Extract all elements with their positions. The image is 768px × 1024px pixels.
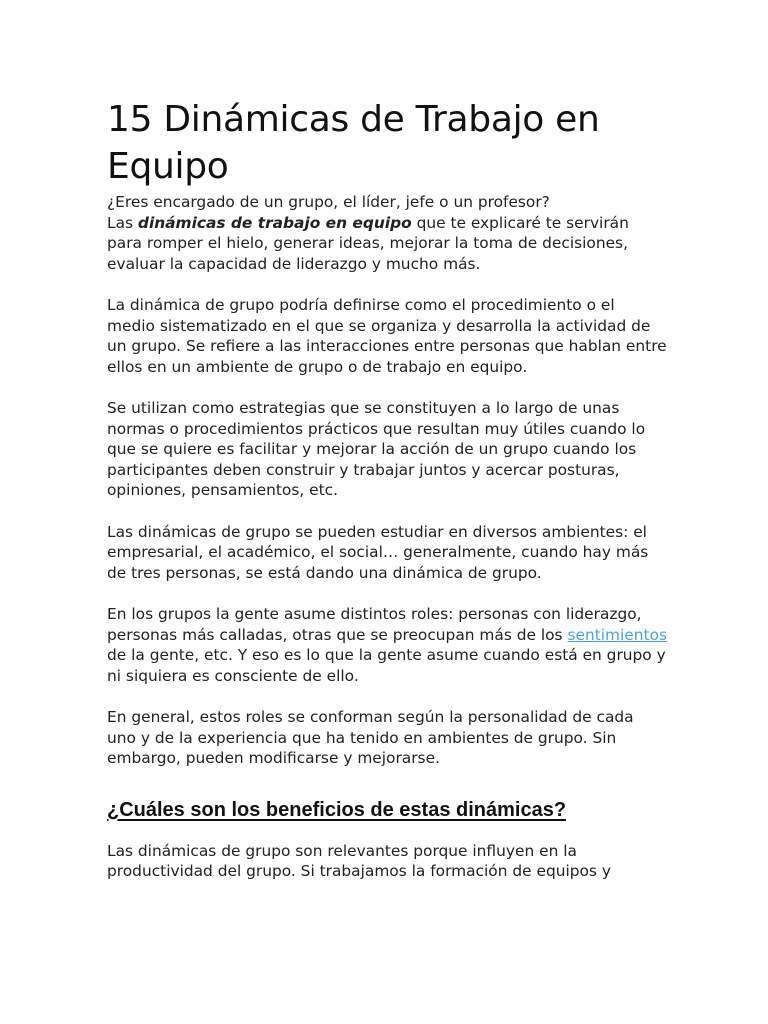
intro-text-end: que te explicaré te servirán para romper el hielo, generar ideas, mejorar la toma de decisiones, evaluar la capacidad de liderazgo y mucho más.	[107, 213, 629, 273]
paragraph-personality: En general, estos roles se conforman según la personalidad de cada uno y de la experiencia que ha tenido en ambientes de grupo. Sin embargo, pueden modificarse y mejorarse.	[107, 708, 634, 767]
intro-paragraph	[107, 213, 667, 275]
paragraph-roles	[107, 604, 667, 686]
intro-question: ¿Eres encargado de un grupo, el líder, jefe o un profesor?	[107, 193, 550, 211]
intro-emphasis: dinámicas de trabajo en equipo	[137, 213, 412, 232]
paragraph-environments: Las dinámicas de grupo se pueden estudiar en diversos ambientes: el empresarial, el académico, el social… generalmente, cuando hay más de tres personas, se está dando una dinámica de grupo.	[107, 522, 649, 582]
sentimientos-link[interactable]: sentimientos	[567, 625, 667, 644]
section-heading-benefits: ¿Cuáles son los beneficios de estas dinámicas?	[107, 798, 567, 821]
roles-text-end: de la gente, etc. Y eso es lo que la gente asume cuando está en grupo y ni siquiera es consciente de ello.	[107, 646, 666, 685]
page-title: 15 Dinámicas de Trabajo en Equipo	[107, 99, 600, 187]
paragraph-benefits: Las dinámicas de grupo son relevantes porque influyen en la productividad del grupo. Si trabajamos la formación de equipos y	[107, 841, 611, 880]
paragraph-strategies: Se utilizan como estrategias que se constituyen a lo largo de unas normas o procedimientos prácticos que resultan muy útiles cuando lo que se quiere es facilitar y mejorar la acción de un grupo cuando los participantes deben construir y trabajar juntos y acercar posturas, opiniones, pensamientos, etc.	[107, 399, 646, 499]
roles-text-start: En los grupos la gente asume distintos roles: personas con liderazgo, personas más calladas, otras que se preocupan más de los	[107, 605, 642, 644]
paragraph-definition: La dinámica de grupo podría definirse como el procedimiento o el medio sistematizado en el que se organiza y desarrolla la actividad de un grupo. Se refiere a las interacciones entre personas que hablan entre ellos en un ambiente de grupo o de trabajo en equipo.	[107, 296, 667, 376]
intro-text-start: Las	[107, 213, 138, 232]
document-page	[107, 96, 667, 882]
